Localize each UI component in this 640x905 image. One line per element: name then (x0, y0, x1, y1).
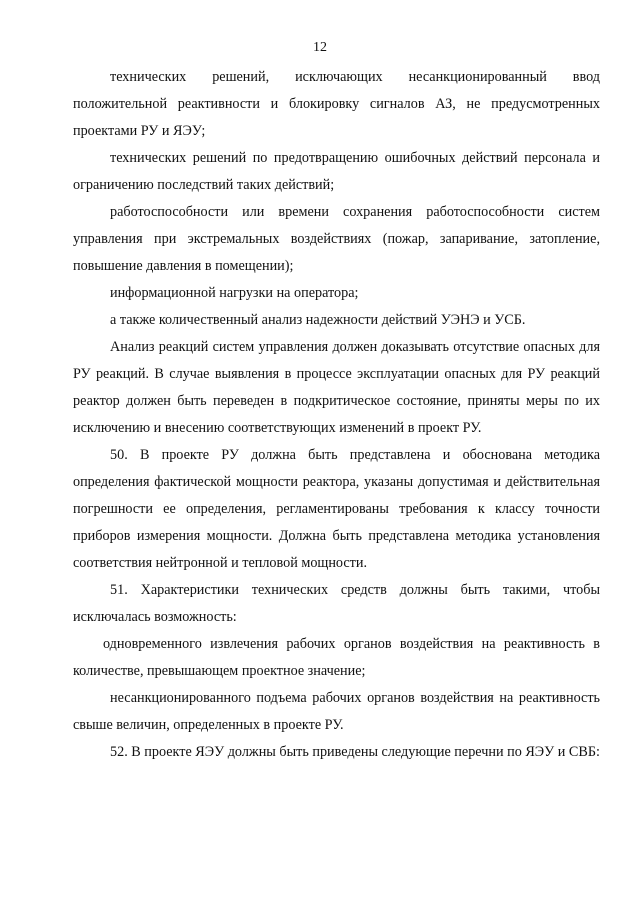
paragraph: одновременного извлечения рабочих органов воздействия на реактивность в количестве, превышающем проектное значение; (73, 636, 600, 679)
document-body (73, 64, 600, 766)
paragraph: а также количественный анализ надежности действий УЭНЭ и УСБ. (110, 312, 526, 328)
paragraph: 51. Характеристики технических средств должны быть такими, чтобы исключалась возможность: (73, 582, 600, 625)
paragraph: Анализ реакций систем управления должен доказывать отсутствие опасных для РУ реакций. В случае выявления в процессе эксплуатации опасных для РУ реакций реактор должен быть переведен в подкритическое состояние, приняты меры по их исключению и внесению соответствующих изменений в проект РУ. (73, 339, 600, 436)
paragraph: 52. В проекте ЯЭУ должны быть приведены следующие перечни по ЯЭУ и СВБ: (110, 744, 600, 760)
page-number: 12 (313, 40, 327, 55)
paragraph: технических решений, исключающих несанкционированный ввод положительной реактивности и блокировку сигналов АЗ, не предусмотренных проектами РУ и ЯЭУ; (73, 69, 600, 139)
paragraph: информационной нагрузки на оператора; (110, 285, 359, 301)
paragraph: работоспособности или времени сохранения работоспособности систем управления при экстремальных воздействиях (пожар, запаривание, затопление, повышение давления в помещении); (73, 204, 600, 274)
paragraph: несанкционированного подъема рабочих органов воздействия на реактивность свыше величин, определенных в проекте РУ. (73, 690, 600, 733)
paragraph: технических решений по предотвращению ошибочных действий персонала и ограничению последствий таких действий; (73, 150, 600, 193)
paragraph: 50. В проекте РУ должна быть представлена и обоснована методика определения фактической мощности реактора, указаны допустимая и действительная погрешности ее определения, регламентированы требования к классу точности приборов измерения мощности. Должна быть представлена методика установления соответствия нейтронной и тепловой мощности. (73, 447, 600, 571)
